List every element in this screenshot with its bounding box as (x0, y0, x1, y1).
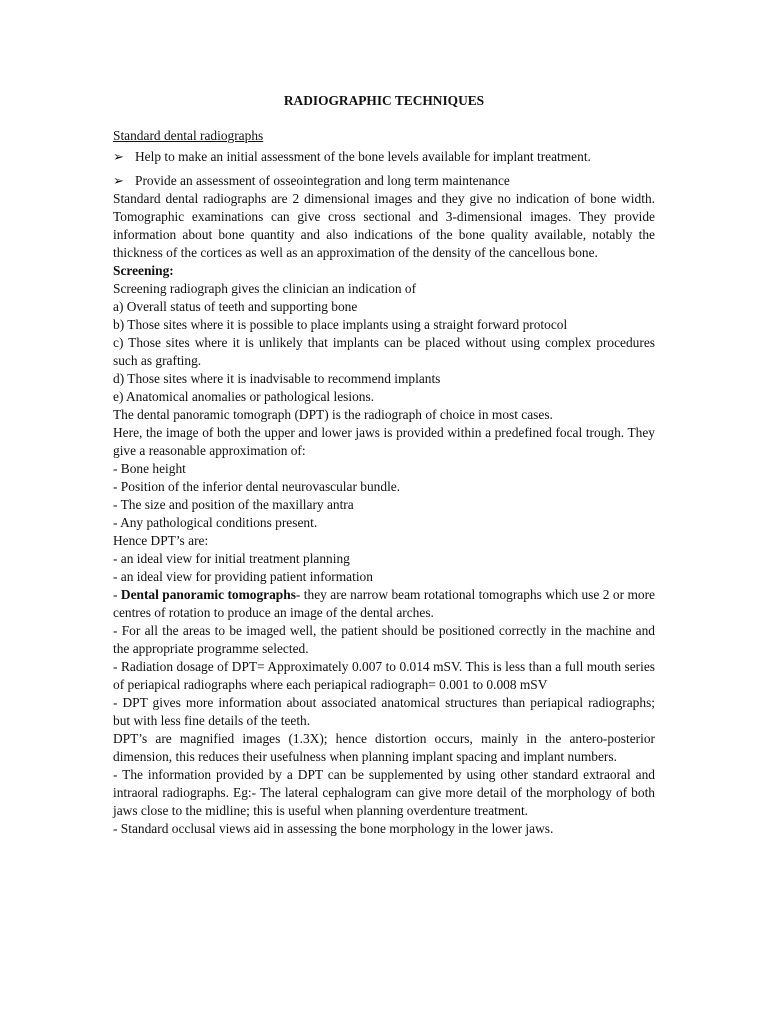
bullet-item (113, 172, 655, 190)
bullet-item (113, 148, 655, 166)
approx-item: - Any pathological conditions present. (113, 515, 318, 530)
dpt-definition-term: Dental panoramic tomographs (120, 587, 296, 602)
approx-item: - Position of the inferior dental neurovascular bundle. (113, 479, 401, 494)
dpt-definition-text: - they are narrow beam rotational tomographs which use 2 or more centres of rotation to produce an image of the dental arches. (113, 587, 655, 620)
screening-item: b) Those sites where it is possible to place implants using a straight forward protocol (113, 317, 568, 332)
dpt-intro: The dental panoramic tomograph (DPT) is the radiograph of choice in most cases. (113, 407, 553, 422)
section-heading-screening: Screening: (113, 263, 174, 278)
dpt-definition (113, 586, 655, 622)
dpt-definition-prefix: - (113, 587, 121, 602)
section-heading-standard-radiographs: Standard dental radiographs (113, 128, 264, 143)
arrow-bullet-icon: ➢ (113, 173, 124, 188)
hence-heading: Hence DPT’s are: (113, 533, 209, 548)
magnified-paragraph: DPT’s are magnified images (1.3X); hence distortion occurs, mainly in the antero-posterior dimension, this reduces their usefulness when planning implant spacing and implant numbers. (113, 731, 655, 764)
occlusal-paragraph: - Standard occlusal views aid in assessing the bone morphology in the lower jaws. (113, 821, 554, 836)
screening-item: e) Anatomical anomalies or pathological lesions. (113, 389, 375, 404)
arrow-bullet-icon: ➢ (113, 149, 124, 164)
approx-item: - Bone height (113, 461, 186, 476)
approx-item: - The size and position of the maxillary antra (113, 497, 354, 512)
hence-item: - an ideal view for initial treatment planning (113, 551, 350, 566)
more-info-paragraph: - DPT gives more information about associated anatomical structures than periapical radiographs; but with less fine details of the teeth. (113, 695, 655, 728)
supplement-paragraph: - The information provided by a DPT can be supplemented by using other standard extraoral and intraoral radiographs. Eg:- The lateral cephalogram can give more detail of the morphology of both jaws close to the midline; this is useful when planning overdenture treatment. (113, 767, 655, 818)
paragraph-standard-radiographs: Standard dental radiographs are 2 dimensional images and they give no indication of bone width. Tomographic examinations can give cross sectional and 3-dimensional images. They provide information about bone quantity and also indications of the bone quality available, notably the thickness of the cortices as well as an approximation of the density of the cancellous bone. (113, 191, 655, 260)
bullet-text: Help to make an initial assessment of the bone levels available for implant treatment. (135, 149, 591, 164)
page-title: RADIOGRAPHIC TECHNIQUES (283, 93, 485, 108)
screening-intro: Screening radiograph gives the clinician an indication of (113, 281, 417, 296)
hence-item: - an ideal view for providing patient information (113, 569, 373, 584)
screening-item: c) Those sites where it is unlikely that implants can be placed without using complex procedures such as grafting. (113, 335, 655, 368)
bullet-text: Provide an assessment of osseointegration and long term maintenance (135, 173, 510, 188)
screening-item: d) Those sites where it is inadvisable to recommend implants (113, 371, 441, 386)
dpt-paragraph: Here, the image of both the upper and lower jaws is provided within a predefined focal trough. They give a reasonable approximation of: (113, 425, 655, 458)
positioning-paragraph: - For all the areas to be imaged well, the patient should be positioned correctly in the machine and the appropriate programme selected. (113, 623, 655, 656)
screening-item: a) Overall status of teeth and supporting bone (113, 299, 358, 314)
document-page (113, 92, 655, 838)
radiation-paragraph: - Radiation dosage of DPT= Approximately 0.007 to 0.014 mSV. This is less than a full mouth series of periapical radiographs where each periapical radiograph= 0.001 to 0.008 mSV (113, 659, 655, 692)
